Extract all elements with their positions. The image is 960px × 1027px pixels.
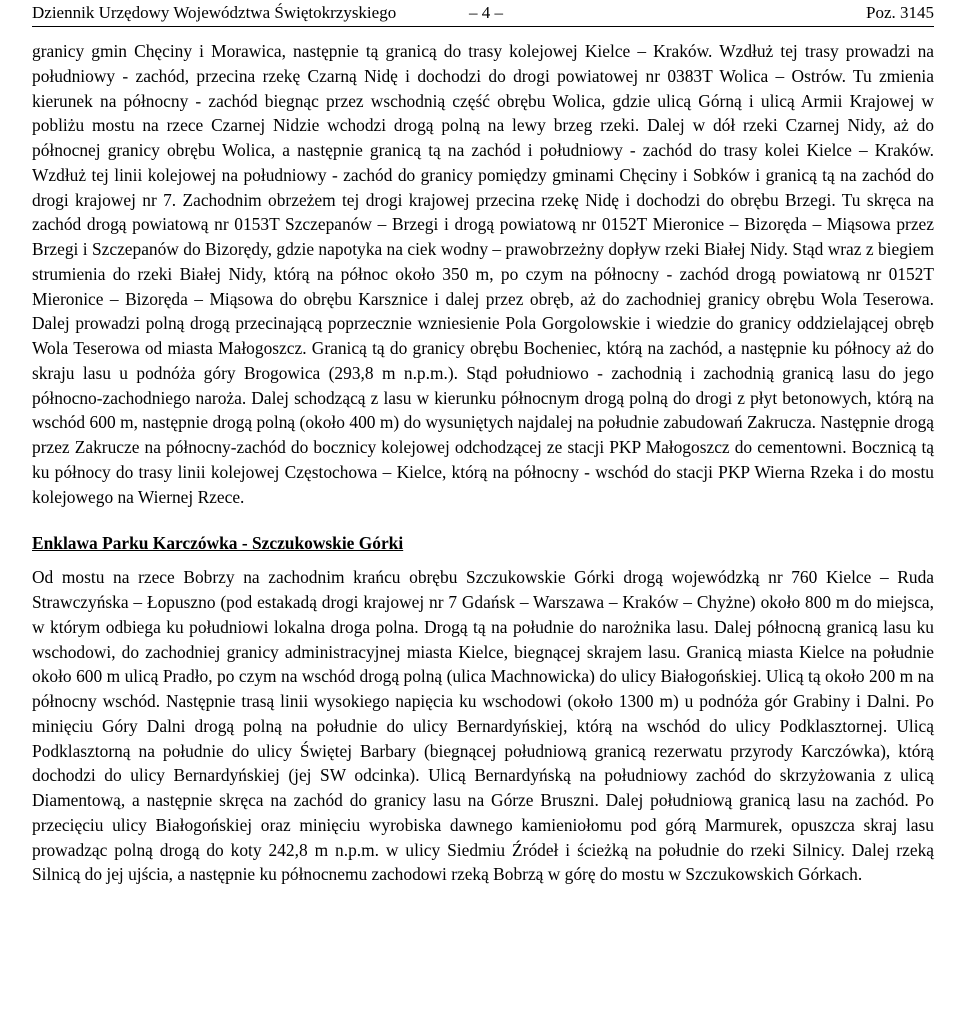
body-paragraph: Od mostu na rzece Bobrzy na zachodnim krańcu obrębu Szczukowskie Górki drogą wojewódzką nr 760 Kielce – Ruda Strawczyńska – Łopuszno (pod estakadą drogi krajowej nr 7 Gdańsk – Warszawa – Kraków – Chyżne) około 800 m do miejsca, w którym odbiega ku południowi lokalna droga polna. Drogą tą na południe do narożnika lasu. Dalej północną granicą lasu ku wschodowi, do zachodniej granicy administracyjnej miasta Kielce, biegnącej skrajem lasu. Granicą miasta Kielce na południe około 600 m ulicą Pradło, po czym na wschód drogą polną (ulica Machnowicka) do ulicy Białogońskiej. Ulicą tą około 200 m na północny wschód. Następnie trasą linii wysokiego napięcia ku wschodowi (około 1300 m) u podnóża gór Grabiny i Dalni. Po minięciu Góry Dalni drogą polną na południe do ulicy Bernardyńskiej, którą na wschód do ulicy Podklasztornej. Ulicą Podklasztorną na południe do ulicy Świętej Barbary (biegnącej południową granicą rezerwatu przyrody Karczówka), którą dochodzi do ulicy Bernardyńskiej (jej SW odcinka). Ulicą Bernardyńską na południowy zachód do skrzyżowania z ulicą Diamentową, a następnie skręca na zachód do granicy lasu na Górze Bruszni. Dalej południową granicą lasu na zachód. Po przecięciu ulicy Białogońskiej oraz minięciu wyrobiska dawnego kamieniołomu pod górą Marmurek, opuszcza skraj lasu prowadząc polną drogą do koty 242,8 m n.p.m. w ulicy Siedmiu Źródeł i ścieżką na południe do rzeki Silnicy. Dalej rzeką Silnicą do jej ujścia, a następnie ku północnemu zachodowi rzeką Bobrzą w górę do mostu w Szczukowskich Górkach. (32, 567, 934, 885)
body-paragraph: granicy gmin Chęciny i Morawica, następnie tą granicą do trasy kolejowej Kielce – Kraków. Wzdłuż tej trasy prowadzi na południowy - zachód, przecina rzekę Czarną Nidę i dochodzi do drogi powiatowej nr 0383T Wolica – Ostrów. Tu zmienia kierunek na północny - zachód biegnąc przez wschodnią część obrębu Wolica, gdzie ulicą Górną i ulicą Armii Krajowej w pobliżu mostu na rzece Czarnej Nidzie wchodzi drogą polną na lewy brzeg rzeki. Dalej w dół rzeki Czarnej Nidy, aż do północnej granicy obrębu Wolica, a następnie granicą tą na zachód i południowy - zachód do trasy kolei Kielce – Kraków. Wzdłuż tej linii kolejowej na południowy - zachód do granicy pomiędzy gminami Chęciny i Sobków i granicą tą na zachód do drogi krajowej nr 7. Zachodnim obrzeżem tej drogi krajowej przecina rzekę Nidę i dochodzi do obrębu Brzegi. Tu skręca na zachód drogą powiatową nr 0153T Szczepanów – Brzegi i drogą powiatową nr 0152T Mieronice – Bizoręda – Miąsowa przez Brzegi i Szczepanów do Bizorędy, gdzie napotyka na ciek wodny – prawobrzeżny dopływ rzeki Białej Nidy. Stąd wraz z biegiem strumienia do rzeki Białej Nidy, którą na północ około 350 m, po czym na północny - zachód drogą powiatową nr 0152T Mieronice – Bizoręda – Miąsowa do obrębu Karsznice i dalej przez obręb, aż do zachodniej granicy obrębu Wola Teserowa. Dalej prowadzi polną drogą przecinającą poprzecznie wzniesienie Pola Gorgolowskie i wiedzie do granicy oddzielającej obręb Wola Teserowa od miasta Małogoszcz. Granicą tą do granicy obrębu Bocheniec, którą na zachód, a następnie ku północy aż do skraju lasu u podnóża góry Brogowica (293,8 m n.p.m.). Stąd południowo - zachodnią i zachodnią granicą lasu do jego północno-zachodniego naroża. Dalej schodzącą z lasu w kierunku północnym drogą polną do drogi z płyt betonowych, którą na wschód 600 m, następnie drogą polną (około 400 m) do wysuniętych najdalej na południe zabudowań Zakrucza. Następnie drogą przez Zakrucze na północny-zachód do bocznicy kolejowej odchodzącej ze stacji PKP Małogoszcz do cementowni. Bocznicą tą ku północy do trasy linii kolejowej Częstochowa – Kielce, którą na północny - wschód do stacji PKP Wierna Rzeka i do mostu kolejowego na Wiernej Rzece. (32, 41, 934, 507)
page-number: – 4 – (469, 3, 503, 22)
page-header (32, 0, 934, 27)
document-page (32, 0, 934, 887)
position-number: Poz. 3145 (866, 3, 934, 22)
section-heading: Enklawa Parku Karczówka - Szczukowskie Górki (32, 533, 404, 554)
publication-title: Dziennik Urzędowy Województwa Świętokrzyskiego (32, 3, 397, 22)
